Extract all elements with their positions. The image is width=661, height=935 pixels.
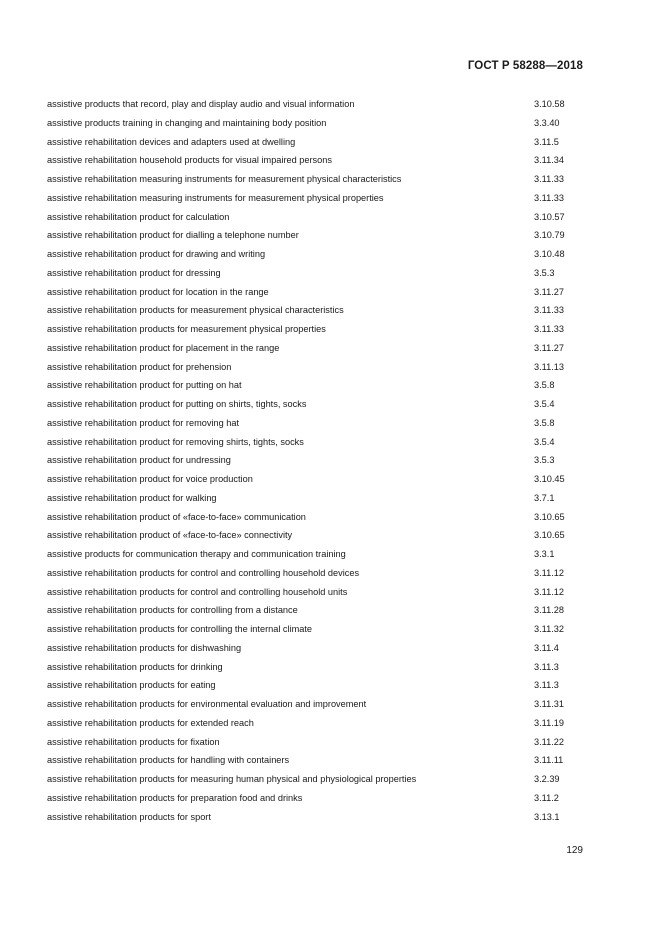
index-row — [47, 376, 587, 395]
index-reference-number: 3.3.1 — [534, 549, 555, 559]
index-term: assistive rehabilitation product for putting on shirts, tights, socks — [47, 399, 307, 409]
index-row — [47, 695, 587, 714]
index-term: assistive rehabilitation product for putting on hat — [47, 380, 242, 391]
index-row — [47, 564, 587, 583]
index-reference-number: 3.11.12 — [534, 567, 564, 578]
index-row — [47, 583, 587, 602]
index-reference-number: 3.10.79 — [534, 230, 565, 241]
index-term: assistive products training in changing and maintaining body position — [47, 117, 327, 128]
index-row — [47, 433, 587, 452]
index-list — [47, 95, 587, 826]
index-row — [47, 545, 587, 564]
index-term: assistive rehabilitation household products for visual impaired persons — [47, 155, 332, 166]
index-row — [47, 676, 587, 695]
index-term: assistive rehabilitation products for handling with containers — [47, 755, 290, 766]
index-row — [47, 808, 587, 827]
index-term: assistive rehabilitation product for undressing — [47, 455, 231, 466]
index-row — [47, 189, 587, 208]
index-term: assistive rehabilitation products for control and controlling household devices — [47, 567, 360, 578]
index-row — [47, 301, 587, 320]
index-reference-number: 3.11.27 — [534, 342, 564, 353]
index-term: assistive rehabilitation products for control and controlling household units — [47, 586, 348, 597]
index-reference-number: 3.7.1 — [534, 492, 555, 503]
index-reference-number: 3.5.8 — [534, 417, 555, 428]
index-term: assistive rehabilitation products for environmental evaluation and improvement — [47, 699, 367, 709]
index-row — [47, 170, 587, 189]
index-term: assistive rehabilitation products for measurement physical properties — [47, 324, 326, 334]
index-term: assistive rehabilitation product of «face-to-face» communication — [47, 511, 306, 522]
index-reference-number: 3.10.58 — [534, 99, 565, 109]
index-reference-number: 3.11.3 — [534, 661, 559, 672]
index-reference-number: 3.11.33 — [534, 324, 564, 334]
index-row — [47, 283, 587, 302]
index-row — [47, 601, 587, 620]
index-reference-number: 3.11.4 — [534, 642, 559, 653]
index-reference-number: 3.10.48 — [534, 249, 565, 259]
index-term: assistive products that record, play and display audio and visual information — [47, 99, 355, 109]
index-reference-number: 3.11.33 — [534, 305, 564, 316]
index-reference-number: 3.5.4 — [534, 436, 555, 447]
index-term: assistive rehabilitation product for voice production — [47, 474, 253, 484]
index-reference-number: 3.10.65 — [534, 511, 565, 522]
index-row — [47, 639, 587, 658]
index-reference-number: 3.11.28 — [534, 605, 564, 616]
index-term: assistive rehabilitation measuring instruments for measurement physical properties — [47, 192, 384, 203]
index-term: assistive rehabilitation product for placement in the range — [47, 342, 280, 353]
index-term: assistive rehabilitation products for controlling from a distance — [47, 605, 298, 616]
index-term: assistive rehabilitation product for removing shirts, tights, socks — [47, 436, 304, 447]
index-row — [47, 133, 587, 152]
index-reference-number: 3.11.3 — [534, 680, 559, 691]
index-row — [47, 208, 587, 227]
index-term: assistive rehabilitation products for fixation — [47, 736, 220, 747]
index-reference-number: 3.11.27 — [534, 286, 564, 297]
index-row — [47, 95, 587, 114]
index-reference-number: 3.10.45 — [534, 474, 565, 484]
index-reference-number: 3.11.11 — [534, 755, 564, 766]
index-term: assistive rehabilitation products for drinking — [47, 661, 223, 672]
index-reference-number: 3.5.8 — [534, 380, 555, 391]
index-row — [47, 489, 587, 508]
index-term: assistive products for communication therapy and communication training — [47, 549, 346, 559]
index-row — [47, 658, 587, 677]
index-term: assistive rehabilitation measuring instruments for measurement physical characteristics — [47, 174, 402, 184]
index-reference-number: 3.11.19 — [534, 717, 564, 728]
standard-code-header: ГОСТ Р 58288—2018 — [467, 60, 583, 72]
index-reference-number: 3.11.13 — [534, 361, 564, 372]
index-term: assistive rehabilitation product for walking — [47, 492, 217, 503]
index-reference-number: 3.5.3 — [534, 455, 555, 466]
index-reference-number: 3.5.4 — [534, 399, 555, 409]
index-row — [47, 508, 587, 527]
index-row — [47, 770, 587, 789]
index-reference-number: 3.11.33 — [534, 174, 564, 184]
index-term: assistive rehabilitation products for extended reach — [47, 717, 254, 728]
index-row — [47, 414, 587, 433]
index-row — [47, 358, 587, 377]
index-reference-number: 3.13.1 — [534, 811, 560, 822]
index-term: assistive rehabilitation devices and adapters used at dwelling — [47, 136, 296, 147]
index-row — [47, 470, 587, 489]
index-reference-number: 3.11.2 — [534, 792, 559, 803]
index-row — [47, 226, 587, 245]
index-reference-number: 3.11.12 — [534, 586, 564, 597]
index-row — [47, 395, 587, 414]
index-row — [47, 320, 587, 339]
index-reference-number: 3.11.32 — [534, 624, 564, 634]
index-term: assistive rehabilitation products for measuring human physical and physiological properties — [47, 774, 417, 784]
index-reference-number: 3.10.57 — [534, 211, 565, 222]
index-term: assistive rehabilitation product of «face-to-face» connectivity — [47, 530, 293, 541]
index-reference-number: 3.11.31 — [534, 699, 564, 709]
index-reference-number: 3.11.33 — [534, 192, 564, 203]
index-term: assistive rehabilitation product for location in the range — [47, 286, 269, 297]
index-reference-number: 3.11.34 — [534, 155, 564, 166]
index-row — [47, 339, 587, 358]
index-term: assistive rehabilitation products for measurement physical characteristics — [47, 305, 344, 316]
index-row — [47, 751, 587, 770]
index-row — [47, 714, 587, 733]
index-term: assistive rehabilitation products for preparation food and drinks — [47, 792, 303, 803]
index-row — [47, 264, 587, 283]
page-number: 129 — [566, 845, 583, 856]
index-term: assistive rehabilitation product for dressing — [47, 267, 221, 278]
index-row — [47, 245, 587, 264]
index-row — [47, 733, 587, 752]
index-reference-number: 3.11.22 — [534, 736, 564, 747]
index-term: assistive rehabilitation products for controlling the internal climate — [47, 624, 313, 634]
index-row — [47, 451, 587, 470]
index-term: assistive rehabilitation products for dishwashing — [47, 642, 242, 653]
index-reference-number: 3.11.5 — [534, 136, 559, 147]
index-row — [47, 526, 587, 545]
index-term: assistive rehabilitation product for drawing and writing — [47, 249, 266, 259]
index-term: assistive rehabilitation products for sport — [47, 811, 211, 822]
index-row — [47, 114, 587, 133]
index-row — [47, 789, 587, 808]
index-reference-number: 3.10.65 — [534, 530, 565, 541]
index-term: assistive rehabilitation product for removing hat — [47, 417, 240, 428]
index-term: assistive rehabilitation product for dialling a telephone number — [47, 230, 299, 241]
index-term: assistive rehabilitation product for calculation — [47, 211, 230, 222]
index-term: assistive rehabilitation products for eating — [47, 680, 216, 691]
index-row — [47, 620, 587, 639]
index-reference-number: 3.3.40 — [534, 117, 560, 128]
index-term: assistive rehabilitation product for prehension — [47, 361, 232, 372]
index-reference-number: 3.2.39 — [534, 774, 560, 784]
index-row — [47, 151, 587, 170]
index-reference-number: 3.5.3 — [534, 267, 555, 278]
